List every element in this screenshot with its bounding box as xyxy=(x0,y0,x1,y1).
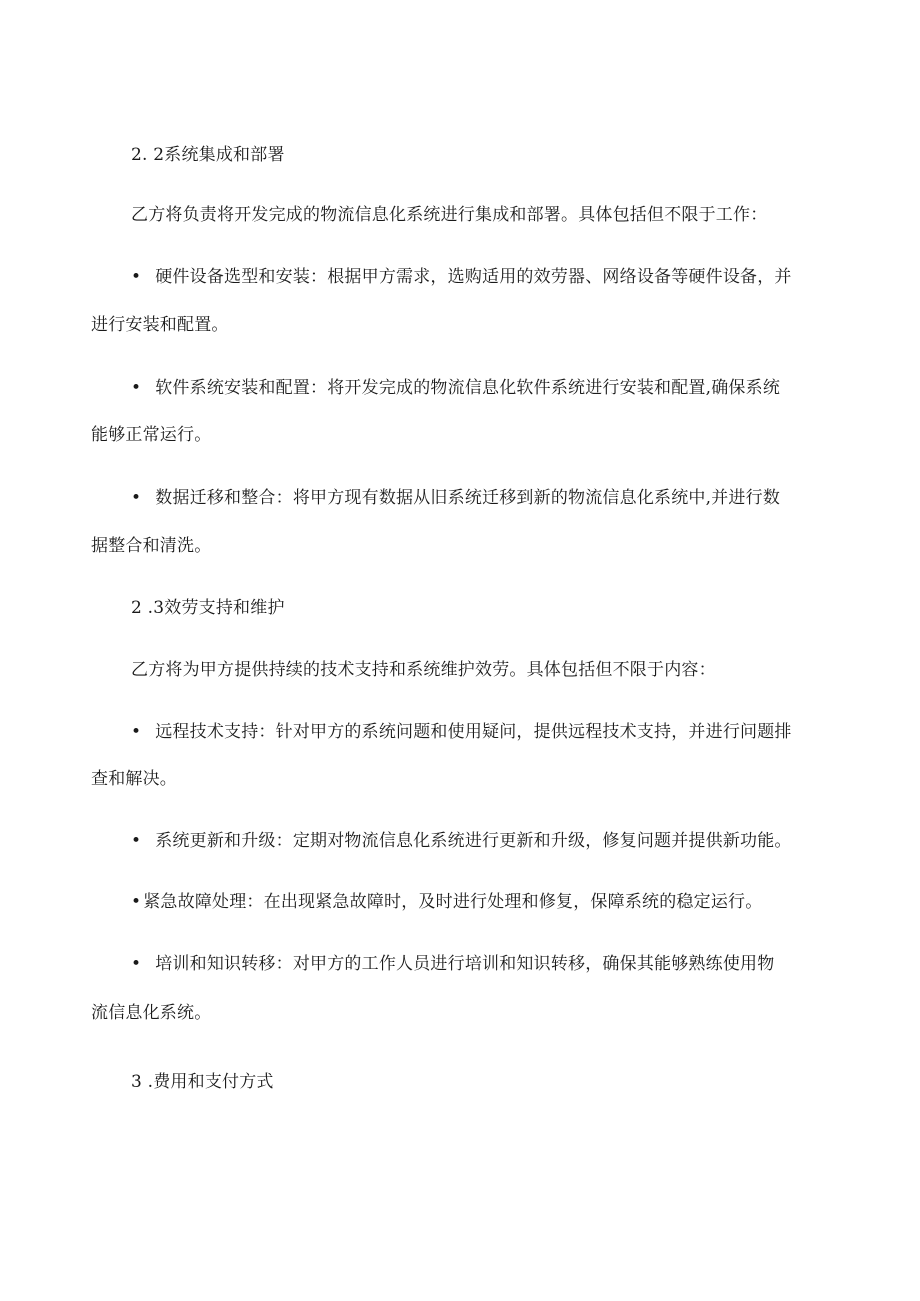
list-item-text: 培训和知识转移：对甲方的工作人员进行培训和知识转移，确保其能够熟练使用物 xyxy=(155,954,775,974)
section-heading-2-3: 2 .3效劳支持和维护 xyxy=(131,598,285,618)
list-item-text: 软件系统安装和配置：将开发完成的物流信息化软件系统进行安装和配置,确保系统 xyxy=(155,378,781,398)
bullet-marker: • xyxy=(131,892,142,912)
section-intro-2-2: 乙方将负责将开发完成的物流信息化系统进行集成和部署。具体包括但不限于工作： xyxy=(131,205,768,225)
list-item xyxy=(131,265,792,289)
section-heading-3: 3 .费用和支付方式 xyxy=(131,1072,274,1092)
list-item-continuation: 流信息化系统。 xyxy=(91,1003,212,1023)
bullet-marker: • xyxy=(131,488,142,508)
list-item-continuation: 能够正常运行。 xyxy=(91,425,212,445)
bullet-marker: • xyxy=(131,954,142,974)
section-heading-2-2: 2. 2系统集成和部署 xyxy=(131,145,285,165)
list-item-text: 硬件设备选型和安装：根据甲方需求，选购适用的效劳器、网络设备等硬件设备，并 xyxy=(155,267,792,287)
bullet-marker: • xyxy=(131,267,142,287)
section-intro-2-3: 乙方将为甲方提供持续的技术支持和系统维护效劳。具体包括但不限于内容： xyxy=(131,660,716,680)
list-item xyxy=(131,720,792,744)
list-item-continuation: 据整合和清洗。 xyxy=(91,536,212,556)
list-item xyxy=(131,829,792,853)
list-item-text: 紧急故障处理：在出现紧急故障时，及时进行处理和修复，保障系统的稳定运行。 xyxy=(143,892,763,912)
list-item-text: 数据迁移和整合：将甲方现有数据从旧系统迁移到新的物流信息化系统中,并进行数 xyxy=(155,488,781,508)
list-item xyxy=(131,952,774,976)
list-item-text: 系统更新和升级：定期对物流信息化系统进行更新和升级，修复问题并提供新功能。 xyxy=(155,831,792,851)
list-item xyxy=(131,376,780,400)
list-item-text: 远程技术支持：针对甲方的系统问题和使用疑问，提供远程技术支持，并进行问题排 xyxy=(155,722,792,742)
list-item xyxy=(131,486,780,510)
list-item-continuation: 进行安装和配置。 xyxy=(91,315,229,335)
list-item xyxy=(131,890,762,914)
bullet-marker: • xyxy=(131,722,142,742)
bullet-marker: • xyxy=(131,831,142,851)
bullet-marker: • xyxy=(131,378,142,398)
list-item-continuation: 查和解决。 xyxy=(91,769,177,789)
